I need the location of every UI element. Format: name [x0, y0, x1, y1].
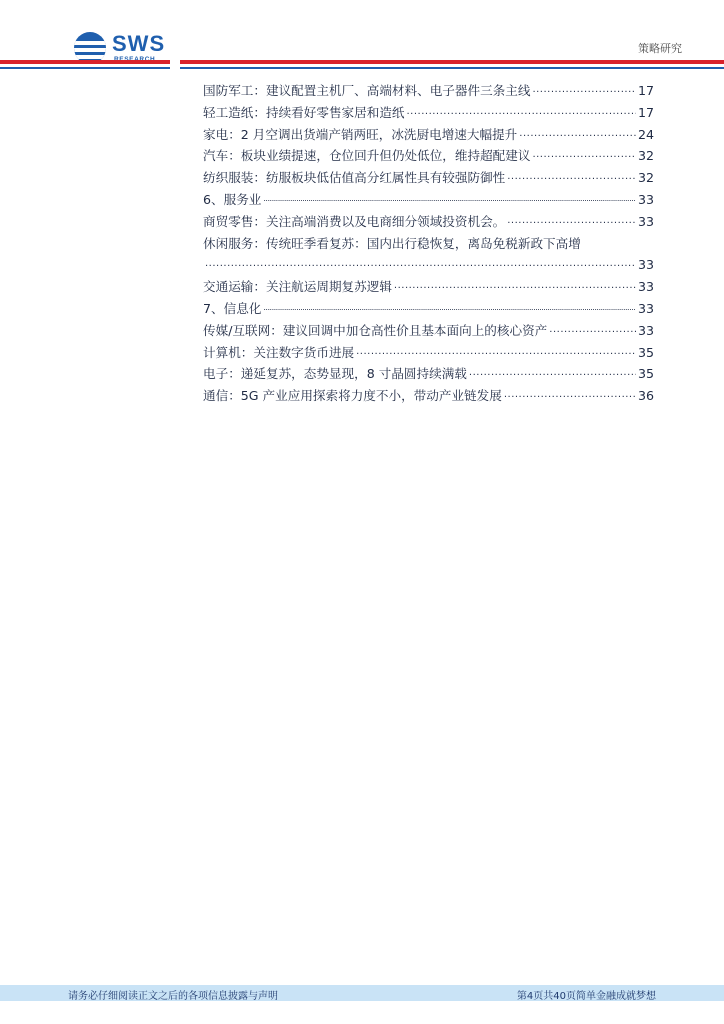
toc-leader-dots	[532, 77, 636, 101]
toc-entry-page: 35	[637, 344, 654, 360]
section-label: 策略研究	[638, 42, 682, 55]
toc-entry-page: 35	[637, 366, 654, 382]
toc-entry-page: 33	[637, 257, 654, 273]
toc-entry-title: 轻工造纸：持续看好零售家居和造纸	[203, 104, 405, 120]
toc-entry-page: 17	[637, 104, 654, 120]
logo-text: SWS	[112, 31, 166, 56]
toc-entry-title: 休闲服务：传统旺季看复苏：国内出行稳恢复，离岛免税新政下高增	[203, 235, 581, 251]
toc-leader-dots	[263, 295, 636, 319]
toc-entry-page: 32	[637, 170, 654, 186]
page-number-slogan: 第4页共40页简单金融成就梦想	[516, 991, 656, 1002]
toc-entry-title: 电子：递延复苏，态势显现，8 寸晶圆持续满载	[203, 366, 467, 382]
toc-leader-dots	[504, 382, 636, 406]
toc-entry-title: 传媒/互联网：建议回调中加仓高性价且基本面向上的核心资产	[203, 322, 548, 338]
toc-entry-page: 24	[637, 126, 654, 142]
toc-entry-title: 交通运输：关注航运周期复苏逻辑	[203, 279, 392, 295]
page-footer	[0, 985, 724, 1001]
toc-entry[interactable]	[203, 385, 654, 407]
toc-entry-page: 33	[637, 191, 654, 207]
toc-entry-page: 33	[637, 213, 654, 229]
toc-entry-page: 33	[637, 300, 654, 316]
toc-leader-dots	[507, 164, 636, 188]
toc-leader-dots	[519, 121, 636, 145]
toc-entry-title: 6、服务业	[203, 191, 262, 207]
toc-entry-page: 17	[637, 83, 654, 98]
toc-entry-title: 7、信息化	[203, 300, 262, 316]
toc-entry-title: 计算机：关注数字货币进展	[203, 344, 355, 360]
toc-leader-dots	[532, 142, 636, 166]
toc-entry-title: 纺织服装：纺服板块低估值高分红属性具有较强防御性	[203, 170, 506, 186]
toc-entry-title: 通信：5G 产业应用探索将力度不小，带动产业链发展	[203, 388, 502, 404]
toc-entry-page: 36	[637, 388, 654, 404]
table-of-contents	[203, 80, 654, 407]
header-rule-blue-left	[0, 67, 170, 69]
toc-entry-title: 商贸零售：关注高端消费以及电商细分领域投资机会。	[203, 213, 506, 229]
toc-entry-page: 33	[637, 322, 654, 338]
toc-leader-dots	[394, 273, 636, 297]
toc-entry[interactable]	[203, 211, 654, 233]
toc-leader-dots	[356, 339, 636, 363]
header-rule-red-right	[180, 60, 724, 64]
toc-entry-title: 汽车：板块业绩提速，仓位回升但仍处低位，维持超配建议	[203, 148, 531, 164]
toc-entry-title: 家电：2 月空调出货端产销两旺，冰洗厨电增速大幅提升	[203, 126, 518, 142]
disclaimer-text: 请务必仔细阅读正文之后的各项信息披露与声明	[68, 991, 278, 1002]
toc-leader-dots	[507, 208, 636, 232]
page-header	[0, 0, 724, 70]
toc-leader-dots	[263, 186, 636, 210]
toc-leader-dots	[205, 251, 636, 275]
toc-leader-dots	[407, 99, 636, 123]
header-rule-blue-right	[180, 67, 724, 69]
header-rule-red-left	[0, 60, 170, 64]
toc-leader-dots	[549, 317, 636, 341]
toc-entry-title: 国防军工：建议配置主机厂、高端材料、电子器件三条主线	[203, 83, 531, 98]
toc-entry-page: 32	[637, 148, 654, 164]
toc-leader-dots	[469, 360, 636, 384]
toc-entry-page: 33	[637, 279, 654, 295]
